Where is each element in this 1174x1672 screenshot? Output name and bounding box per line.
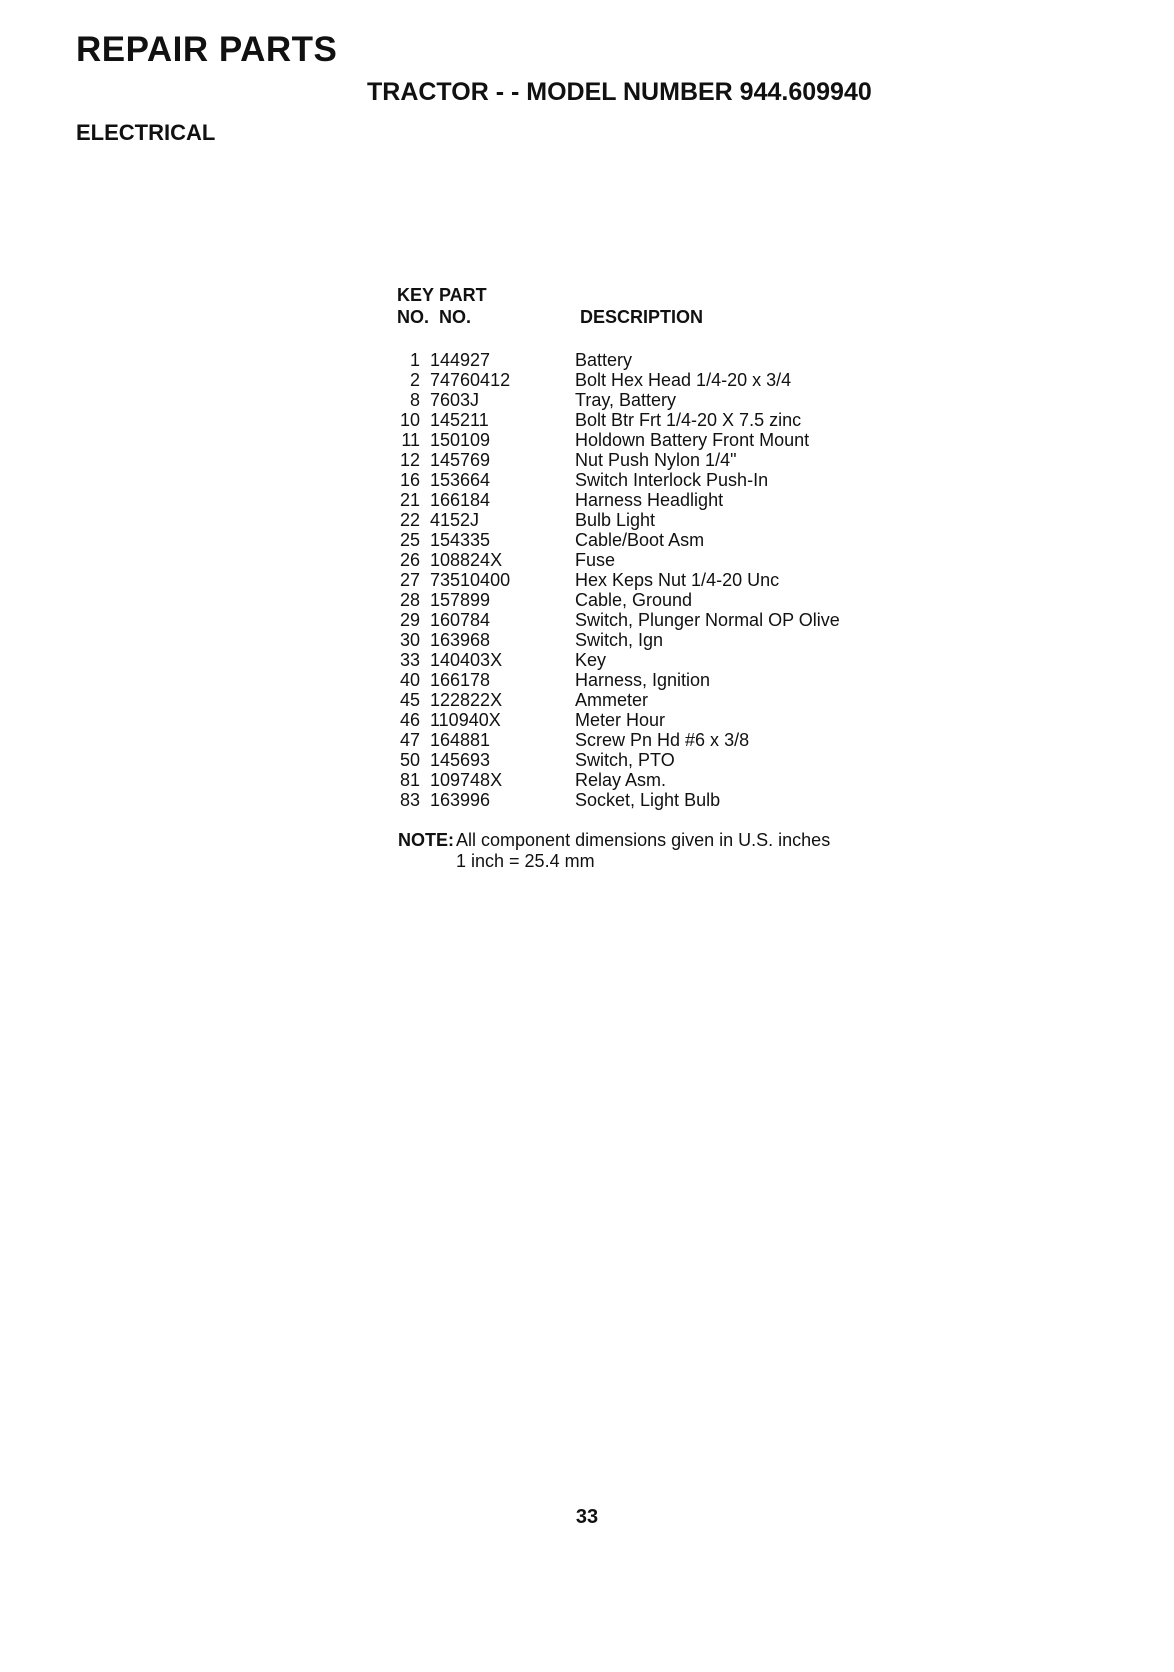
- key-no: 28: [399, 590, 420, 610]
- part-no: 157899: [430, 590, 491, 610]
- page-title: REPAIR PARTS: [76, 30, 338, 69]
- description: Socket, Light Bulb: [575, 790, 721, 810]
- key-no: 29: [399, 610, 420, 630]
- part-no: 145769: [430, 450, 491, 470]
- description: Switch, PTO: [575, 750, 675, 770]
- note-line: 1 inch = 25.4 mm: [456, 851, 595, 871]
- parts-row: [380, 510, 940, 530]
- part-no: 109748X: [430, 770, 503, 790]
- part-no: 145211: [430, 410, 489, 430]
- section-heading: ELECTRICAL: [76, 120, 216, 145]
- parts-row: [380, 690, 940, 710]
- description: Fuse: [575, 550, 616, 570]
- parts-row: [380, 430, 940, 450]
- parts-row: [380, 670, 940, 690]
- note-label: NOTE:: [398, 830, 454, 850]
- parts-row: [380, 350, 940, 370]
- parts-row: [380, 650, 940, 670]
- description: Harness Headlight: [575, 490, 724, 510]
- note-text: [456, 830, 830, 872]
- description: Meter Hour: [575, 710, 666, 730]
- description: Cable, Ground: [575, 590, 693, 610]
- description: Key: [575, 650, 607, 670]
- note: [398, 830, 830, 872]
- part-no: 73510400: [430, 570, 511, 590]
- key-no: 22: [399, 510, 420, 530]
- part-no: 160784: [430, 610, 491, 630]
- parts-row: [380, 390, 940, 410]
- parts-row: [380, 630, 940, 650]
- key-no: 21: [399, 490, 420, 510]
- key-no: 33: [399, 650, 420, 670]
- key-no: 46: [399, 710, 420, 730]
- key-no: 30: [399, 630, 420, 650]
- parts-row: [380, 550, 940, 570]
- part-no: 140403X: [430, 650, 503, 670]
- part-no: 145693: [430, 750, 491, 770]
- parts-row: [380, 470, 940, 490]
- column-header-line: PART: [439, 285, 487, 305]
- part-no: 166184: [430, 490, 491, 510]
- part-no: 150109: [430, 430, 491, 450]
- key-no: 40: [399, 670, 420, 690]
- part-no: 154335: [430, 530, 491, 550]
- key-no: 27: [399, 570, 420, 590]
- parts-row: [380, 370, 940, 390]
- key-no: 45: [399, 690, 420, 710]
- key-no: 2: [409, 370, 420, 390]
- description: Bulb Light: [575, 510, 656, 530]
- column-header-line: KEY: [397, 285, 435, 305]
- model-subtitle: TRACTOR - - MODEL NUMBER 944.609940: [367, 78, 872, 106]
- part-no: 166178: [430, 670, 491, 690]
- description: Ammeter: [575, 690, 649, 710]
- description: Nut Push Nylon 1/4": [575, 450, 737, 470]
- parts-row: [380, 730, 940, 750]
- description: Battery: [575, 350, 633, 370]
- description: Switch, Ign: [575, 630, 664, 650]
- part-no: 163968: [430, 630, 491, 650]
- part-no: 108824X: [430, 550, 503, 570]
- description: Screw Pn Hd #6 x 3/8: [575, 730, 750, 750]
- key-no: 47: [399, 730, 420, 750]
- key-no: 8: [409, 390, 420, 410]
- column-header-description: DESCRIPTION: [580, 307, 704, 327]
- key-no: 10: [399, 410, 420, 430]
- key-no: 26: [399, 550, 420, 570]
- column-header-line: NO.: [439, 307, 472, 327]
- part-no: 163996: [430, 790, 491, 810]
- column-header-part-no: [439, 284, 487, 328]
- parts-row: [380, 790, 940, 810]
- parts-row: [380, 610, 940, 630]
- parts-list: [380, 350, 940, 810]
- parts-row: [380, 570, 940, 590]
- parts-row: [380, 490, 940, 510]
- column-header-line: NO.: [397, 307, 430, 327]
- description: Hex Keps Nut 1/4-20 Unc: [575, 570, 780, 590]
- key-no: 16: [399, 470, 420, 490]
- key-no: 11: [401, 430, 420, 450]
- description: Switch, Plunger Normal OP Olive: [575, 610, 840, 630]
- part-no: 4152J: [430, 510, 480, 530]
- part-no: 74760412: [430, 370, 511, 390]
- note-line: All component dimensions given in U.S. inches: [456, 830, 831, 850]
- part-no: 153664: [430, 470, 491, 490]
- description: Holdown Battery Front Mount: [575, 430, 810, 450]
- parts-row: [380, 530, 940, 550]
- parts-row: [380, 590, 940, 610]
- part-no: 164881: [430, 730, 491, 750]
- key-no: 83: [399, 790, 420, 810]
- parts-row: [380, 710, 940, 730]
- description: Bolt Hex Head 1/4-20 x 3/4: [575, 370, 792, 390]
- description: Switch Interlock Push-In: [575, 470, 769, 490]
- key-no: 1: [409, 350, 420, 370]
- parts-row: [380, 750, 940, 770]
- parts-row: [380, 770, 940, 790]
- parts-row: [380, 450, 940, 470]
- page-number: 33: [575, 1506, 599, 1528]
- key-no: 25: [399, 530, 420, 550]
- description: Harness, Ignition: [575, 670, 711, 690]
- description: Bolt Btr Frt 1/4-20 X 7.5 zinc: [575, 410, 802, 430]
- key-no: 81: [399, 770, 420, 790]
- description: Cable/Boot Asm: [575, 530, 705, 550]
- key-no: 50: [399, 750, 420, 770]
- parts-row: [380, 410, 940, 430]
- column-header-key-no: [397, 284, 434, 328]
- part-no: 7603J: [430, 390, 480, 410]
- description: Relay Asm.: [575, 770, 667, 790]
- description: Tray, Battery: [575, 390, 677, 410]
- part-no: 110940X: [430, 710, 501, 730]
- key-no: 12: [399, 450, 420, 470]
- part-no: 122822X: [430, 690, 503, 710]
- part-no: 144927: [430, 350, 491, 370]
